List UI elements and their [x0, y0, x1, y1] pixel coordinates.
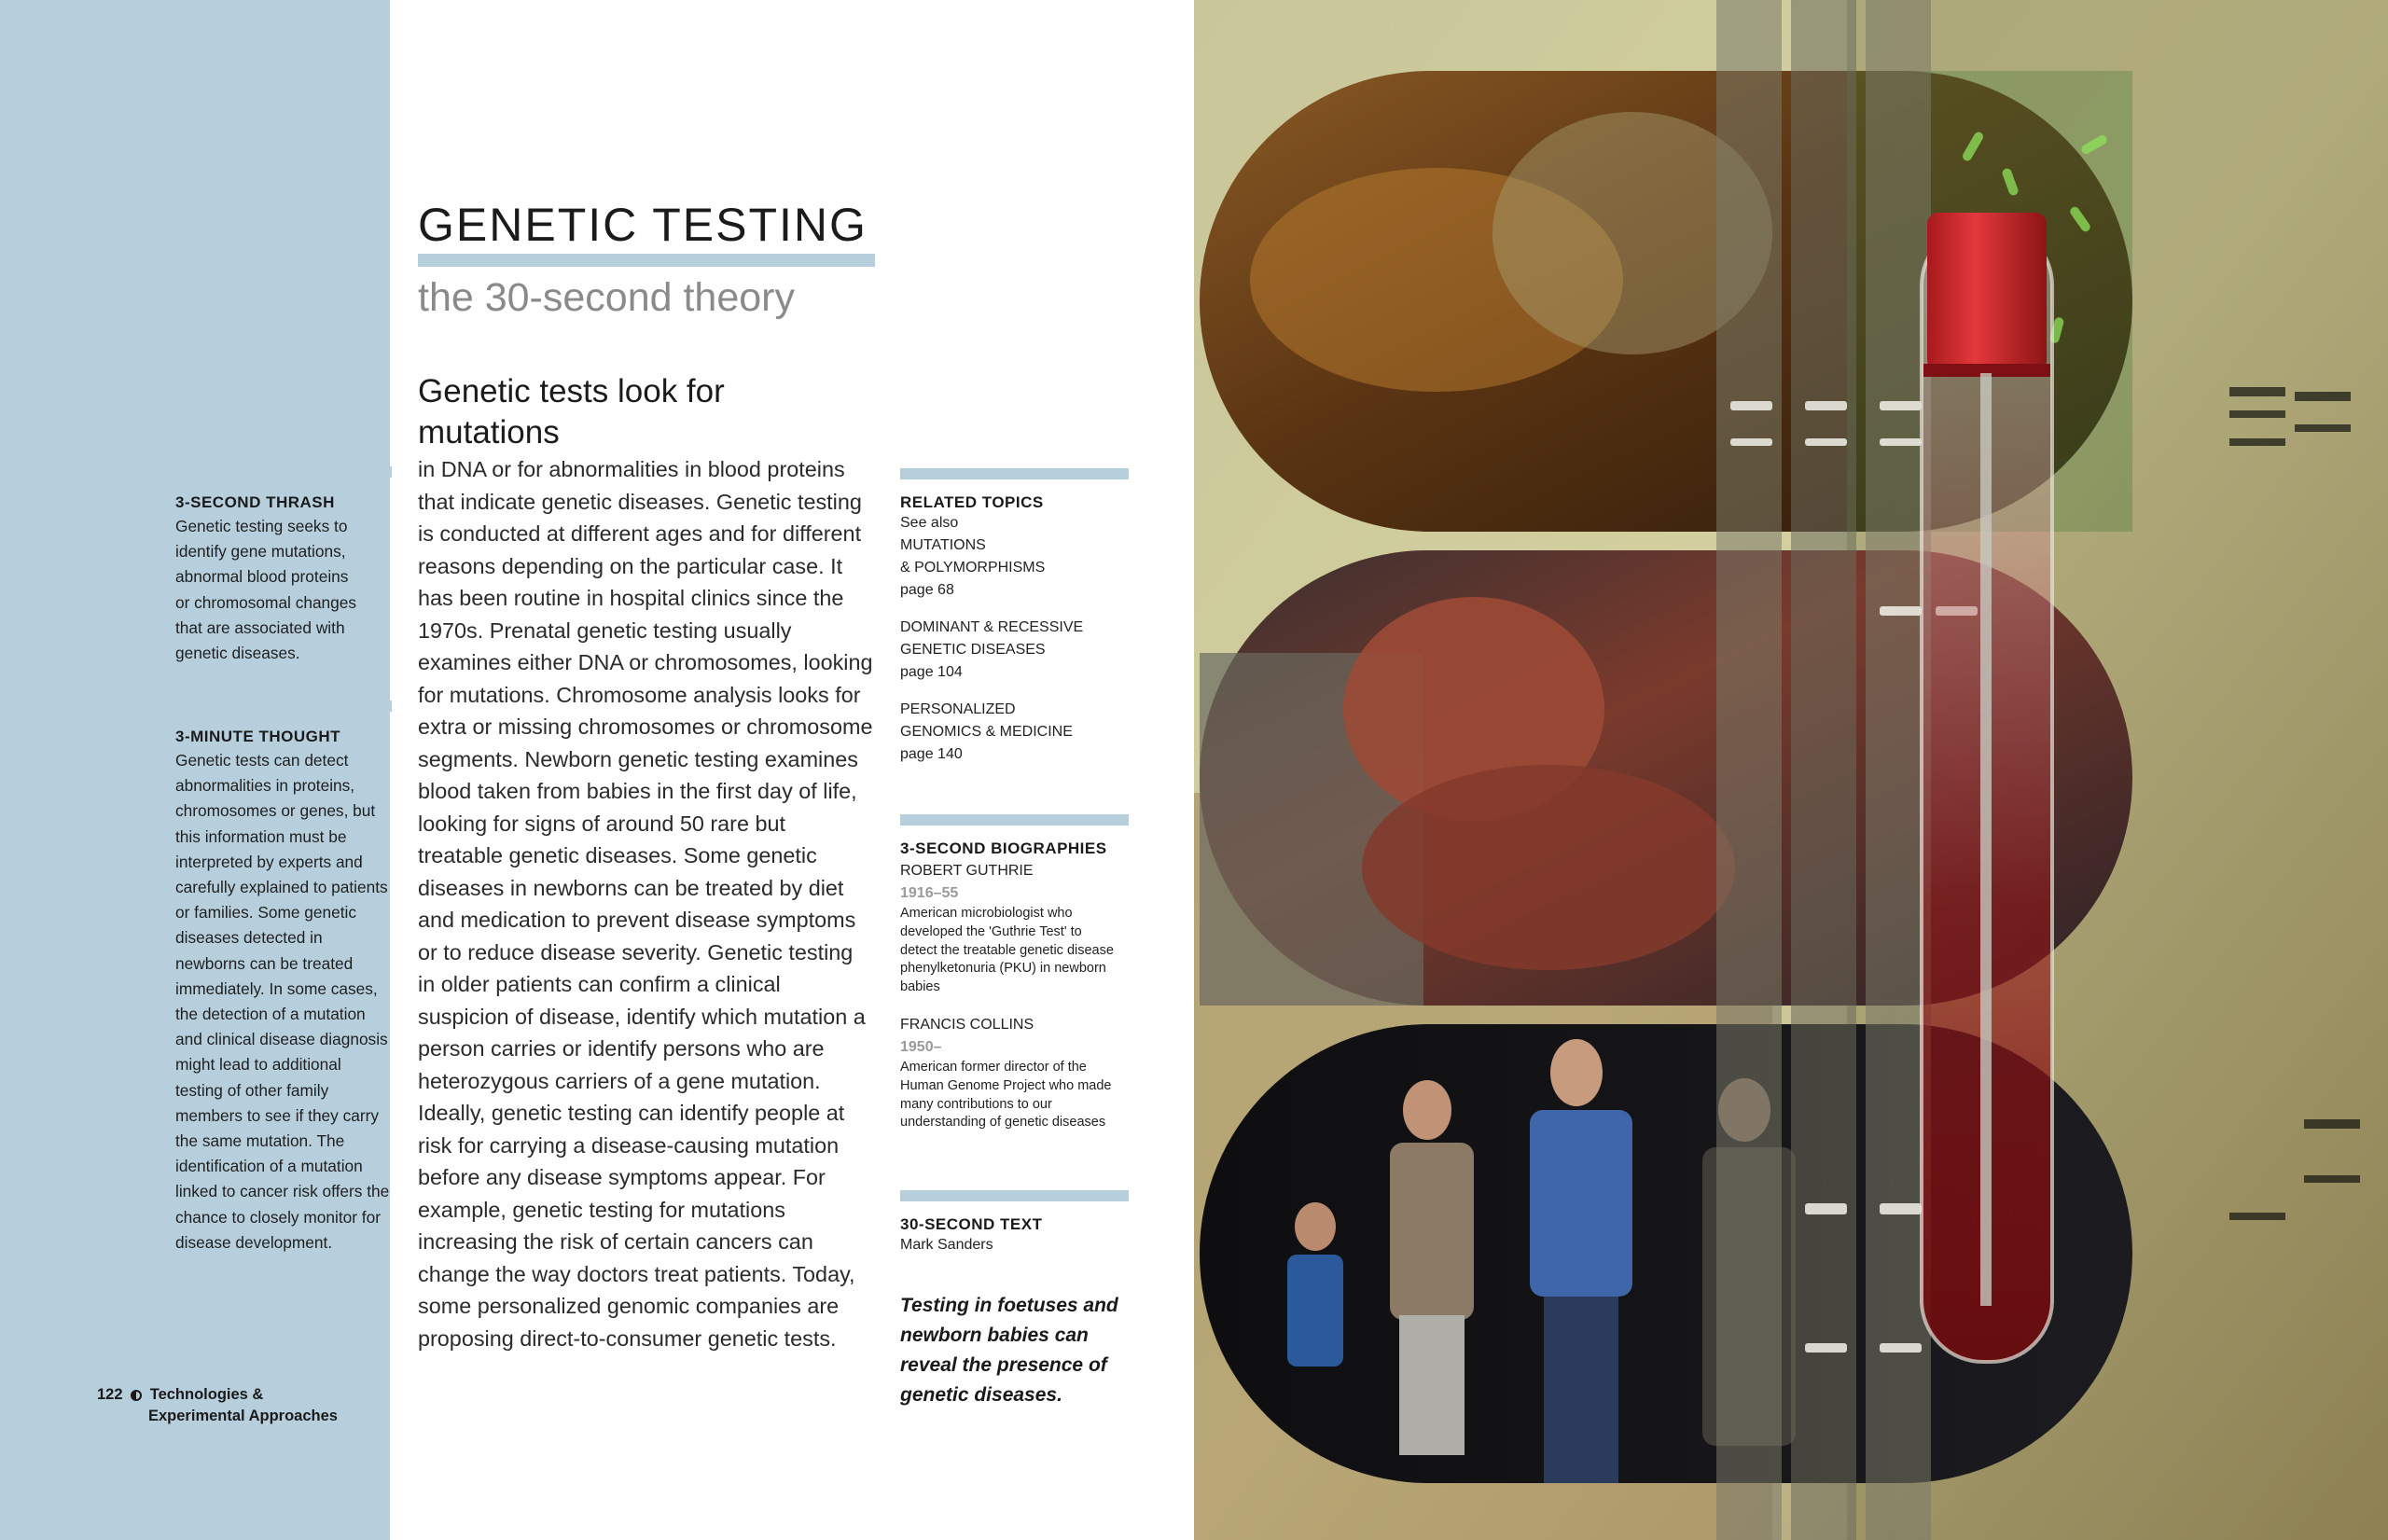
title-rule [418, 254, 875, 267]
thought-panel [175, 701, 392, 1256]
page-number: 122 [97, 1386, 123, 1403]
child-body [1287, 1255, 1343, 1367]
biographies-rule [900, 814, 1129, 825]
related-item-line: GENETIC DISEASES [900, 642, 1046, 658]
related-item-dominant-recessive[interactable] [900, 617, 1129, 684]
text-credit-panel [900, 1190, 1129, 1256]
related-topics-panel [900, 468, 1129, 781]
tube-cap [1927, 213, 2047, 371]
thought-heading: 3-MINUTE THOUGHT [175, 728, 341, 745]
related-item-page: page 104 [900, 664, 963, 680]
man-head [1550, 1039, 1603, 1106]
thought-rule [175, 701, 392, 712]
woman-legs [1399, 1315, 1465, 1455]
biography-guthrie [900, 860, 1129, 997]
related-heading: RELATED TOPICS [900, 493, 1044, 511]
related-item-line: MUTATIONS [900, 537, 986, 553]
tube-needle [1980, 373, 1992, 1306]
bio-desc: American former director of the Human Genome Project who made many contributions to our understanding of genetic diseases [900, 1059, 1112, 1131]
lead-sentence: Genetic tests look for mutations [418, 373, 725, 451]
text-credit-author: Mark Sanders [900, 1237, 993, 1253]
thrash-panel [175, 466, 392, 666]
thrash-rule [175, 466, 392, 478]
baby-body [1362, 765, 1735, 970]
bio-desc: American microbiologist who developed the 'Guthrie Test' to detect the treatable genetic disease phenylketonuria (PKU) in newborn babies [900, 906, 1114, 995]
related-rule [900, 468, 1129, 479]
half-circle-icon [131, 1390, 142, 1401]
related-item-page: page 140 [900, 746, 963, 762]
collage-illustration [1194, 0, 2388, 1540]
text-credit-heading: 30-SECOND TEXT [900, 1215, 1043, 1233]
collage-svg [1194, 0, 2388, 1540]
biographies-panel [900, 814, 1129, 1132]
man-body [1530, 1110, 1632, 1297]
bio-years: 1950– [900, 1038, 942, 1055]
thrash-text: Genetic testing seeks to identify gene mutations, abnormal blood proteins or chromosomal changes that are associated with genetic diseases. [175, 517, 357, 663]
related-item-line: DOMINANT & RECESSIVE [900, 619, 1084, 635]
related-item-personalized[interactable] [900, 699, 1129, 766]
related-item-line: PERSONALIZED [900, 701, 1016, 717]
text-credit-rule [900, 1190, 1129, 1201]
image-caption: Testing in foetuses and newborn babies can reveal the presence of genetic diseases. [900, 1295, 1118, 1406]
woman-head [1403, 1080, 1451, 1140]
see-also-label: See also [900, 515, 959, 531]
biographies-heading: 3-SECOND BIOGRAPHIES [900, 839, 1107, 857]
section-name-line2: Experimental Approaches [148, 1408, 338, 1424]
related-item-mutations[interactable] [900, 534, 1129, 602]
bio-name: FRANCIS COLLINS [900, 1016, 1034, 1033]
thrash-heading: 3-SECOND THRASH [175, 493, 335, 511]
thought-text: Genetic tests can detect abnormalities in proteins, chromosomes or genes, but this information must be interpreted by experts and carefully explained to patients or families. Some genetic diseases detected in newborns can be treated immediately. In some cases, the detection of a mutation and clinical disease diagnosis might lead to additional testing of other family members to see if they carry the same mutation. The identification of a mutation linked to cancer risk offers the chance to closely monitor for disease development. [175, 751, 390, 1252]
page-title: GENETIC TESTING [418, 199, 868, 251]
bio-name: ROBERT GUTHRIE [900, 863, 1034, 879]
biography-collins [900, 1014, 1129, 1132]
body-text: in DNA or for abnormalities in blood proteins that indicate genetic diseases. Genetic testing is conducted at different ages and for different reasons depending on the particular case. It has been routine in hospital clinics since the 1970s. Prenatal genetic testing usually examines either DNA or chromosomes, looking for mutations. Chromosome analysis looks for extra or missing chromosomes or chromosome segments. Newborn genetic testing examines blood taken from babies in the first day of life, looking for signs of around 50 rare but treatable genetic diseases. Some genetic diseases in newborns can be treated by diet and medication to prevent disease symptoms or to reduce disease severity. Genetic testing in older patients can confirm a clinical suspicion of disease, identify which mutation a person carries or identify persons who are heterozygous carriers of a gene mutation. Ideally, genetic testing can identify people at risk for carrying a disease-causing mutation before any disease symptoms appear. For example, genetic testing for mutations increasing the risk of certain cancers can change the way doctors treat patients. Today, some personalized genomic companies are proposing direct-to-consumer genetic tests. [418, 457, 873, 1351]
related-item-line: & POLYMORPHISMS [900, 560, 1046, 576]
related-item-line: GENOMICS & MEDICINE [900, 724, 1073, 740]
gel-lanes [1716, 0, 1931, 1540]
page-subtitle: the 30-second theory [418, 275, 795, 320]
folio [97, 1384, 338, 1427]
man-legs [1544, 1297, 1618, 1483]
related-item-page: page 68 [900, 582, 954, 598]
child-head [1295, 1202, 1336, 1251]
woman-body [1390, 1143, 1474, 1320]
section-name-line1: Technologies & [149, 1386, 264, 1403]
main-body [418, 371, 875, 1354]
test-tube [1922, 213, 2052, 1362]
bio-years: 1916–55 [900, 885, 959, 901]
